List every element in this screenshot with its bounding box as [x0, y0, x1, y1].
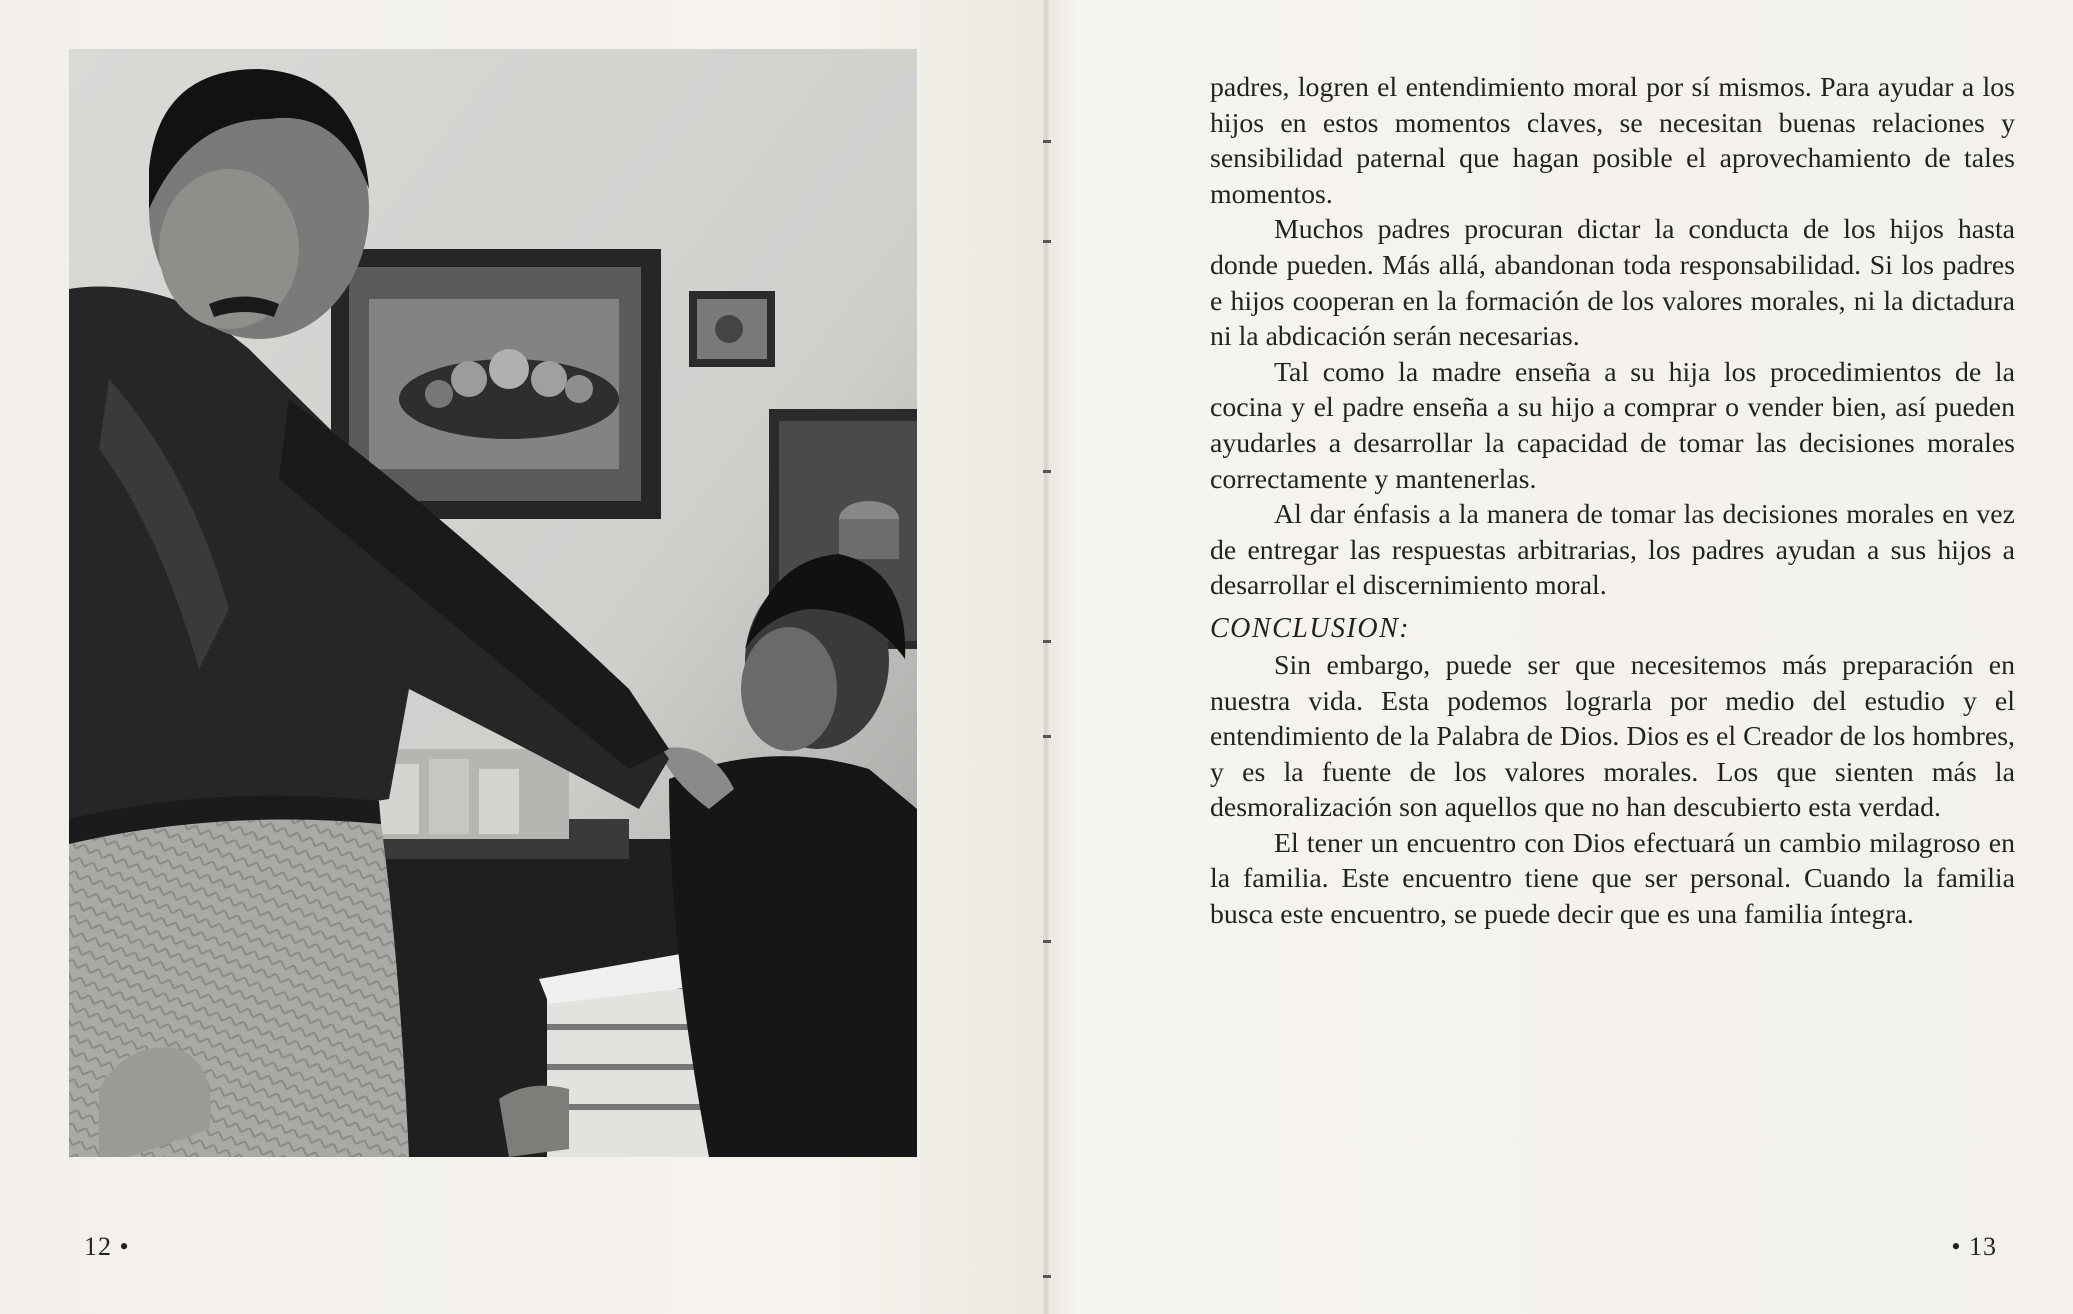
bullet-mark: • — [1951, 1232, 1962, 1261]
paragraph: Muchos padres procuran dictar la conducta de los hijos hasta donde pueden. Más allá, abandonan toda responsabilidad. Si los padres e hijos cooperan en la formación de los valores morales, ni la dictadura ni la abdicación serán necesarias. — [1210, 214, 2015, 353]
paragraph: El tener un encuentro con Dios efectuará un cambio milagroso en la familia. Este encuentro tiene que ser personal. Cuando la familia busca este encuentro, se puede decir que es una familia íntegra. — [1210, 827, 2015, 931]
book-spine — [1043, 0, 1049, 1314]
photo-illustration — [69, 49, 917, 1157]
photograph-father-and-daughter — [69, 49, 917, 1157]
page-number-left — [84, 1232, 130, 1262]
paragraph: padres, logren el entendimiento moral por sí mismos. Para ayudar a los hijos en estos momentos claves, se necesitan buenas relaciones y sensibilidad paternal que hagan posible el aprovechamiento de tales momentos. — [1210, 72, 2015, 210]
paragraph: Al dar énfasis a la manera de tomar las decisiones morales en vez de entregar las respuestas arbitrarias, los padres ayudan a sus hijos a desarrollar el discernimiento moral. — [1210, 499, 2015, 602]
bullet-mark: • — [119, 1232, 130, 1261]
page-number-text: 12 — [84, 1232, 112, 1261]
body-text — [1210, 70, 2015, 933]
paragraph: Sin embargo, puede ser que necesitemos más preparación en nuestra vida. Esta podemos lograrla por medio del estudio y el entendimiento de la Palabra de Dios. Dios es el Creador de los hombres, y es la fuente de los valores morales. Los que sienten más la desmoralización son aquellos que no han descubierto esta verdad. — [1210, 649, 2015, 824]
section-heading-conclusion: CONCLUSION: — [1210, 612, 1411, 644]
page-number-right — [1951, 1232, 1997, 1262]
paragraph: Tal como la madre enseña a su hija los procedimientos de la cocina y el padre enseña a su hijo a comprar o vender bien, así pueden ayudarles a desarrollar la capacidad de tomar las decisiones morales correctamente y mantenerlas. — [1210, 356, 2015, 495]
page-number-text: 13 — [1969, 1232, 1997, 1261]
